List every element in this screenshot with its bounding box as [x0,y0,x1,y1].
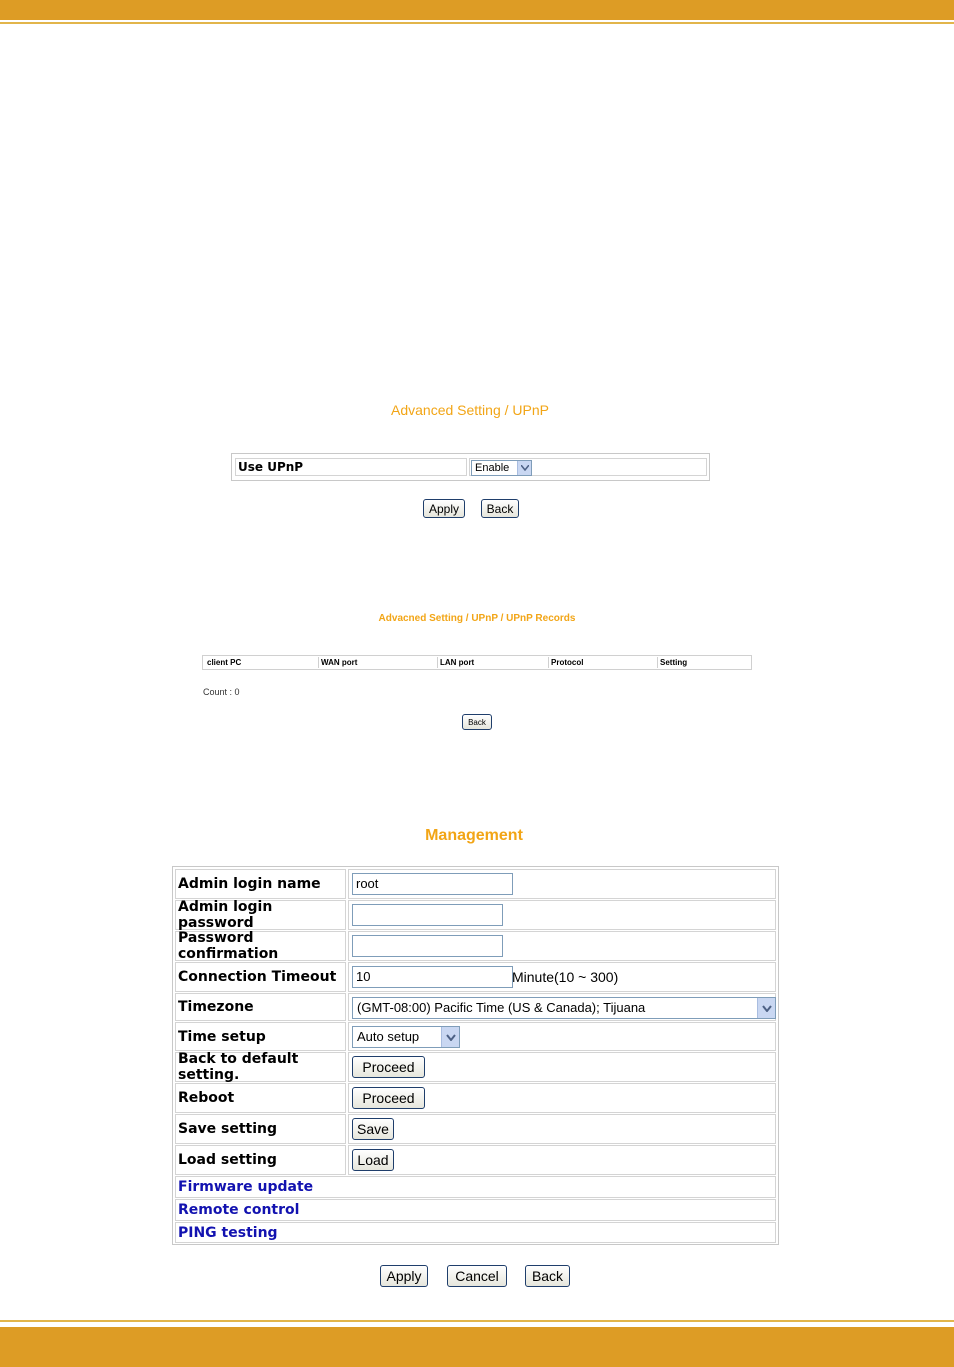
save-setting-label: Save setting [175,1114,346,1144]
row-firmware-update [175,1176,776,1198]
management-cancel-button[interactable]: Cancel [447,1265,507,1287]
bottom-banner-line [0,1320,954,1322]
column-client-pc: client PC [205,657,319,668]
row-connection-timeout [175,962,776,992]
row-admin-login-name [175,869,776,899]
time-setup-select-value: Auto setup [357,1029,420,1044]
column-wan-port: WAN port [319,657,438,668]
records-title: Advacned Setting / UPnP / UPnP Records [378,613,576,624]
chevron-down-icon [441,1027,459,1047]
load-setting-button[interactable]: Load [352,1149,394,1171]
timezone-label: Timezone [175,993,346,1021]
row-ping-testing [175,1222,776,1243]
top-banner-line [0,22,954,24]
password-confirmation-cell [348,931,776,961]
connection-timeout-label: Connection Timeout [175,962,346,992]
back-to-default-label: Back to default setting. [175,1052,346,1082]
column-lan-port: LAN port [438,657,549,668]
time-setup-select[interactable] [352,1026,460,1048]
time-setup-label: Time setup [175,1022,346,1051]
management-table [172,866,779,1245]
chevron-down-icon [757,998,775,1018]
top-banner [0,0,954,20]
upnp-back-button[interactable]: Back [481,499,519,518]
use-upnp-cell [469,458,707,476]
back-to-default-proceed-button[interactable]: Proceed [352,1056,425,1078]
password-confirmation-label: Password confirmation [175,931,346,961]
admin-login-name-label: Admin login name [175,869,346,899]
firmware-update-link[interactable]: Firmware update [175,1176,776,1198]
timezone-select-value: (GMT-08:00) Pacific Time (US & Canada); Tijuana [357,1000,646,1015]
connection-timeout-cell [348,962,776,992]
admin-login-name-input[interactable]: root [352,873,513,895]
management-apply-button[interactable]: Apply [380,1265,428,1287]
upnp-apply-button[interactable]: Apply [423,499,465,518]
records-table-header [202,655,752,670]
admin-login-password-cell [348,900,776,930]
use-upnp-select[interactable] [471,460,532,476]
load-setting-label: Load setting [175,1145,346,1175]
time-setup-cell [348,1022,776,1051]
row-remote-control [175,1199,776,1221]
column-protocol: Protocol [549,657,658,668]
admin-login-name-cell [348,869,776,899]
reboot-label: Reboot [175,1083,346,1113]
row-load-setting [175,1145,776,1175]
row-reboot [175,1083,776,1113]
chevron-down-icon [517,461,531,475]
remote-control-link[interactable]: Remote control [175,1199,776,1221]
admin-login-password-label: Admin login password [175,900,346,930]
management-title: Management [425,827,523,844]
timezone-cell [348,993,776,1021]
use-upnp-label: Use UPnP [235,458,467,476]
row-back-to-default [175,1052,776,1082]
row-time-setup [175,1022,776,1051]
connection-timeout-input[interactable]: 10 [352,966,513,988]
upnp-title: Advanced Setting / UPnP [391,402,549,418]
save-setting-button[interactable]: Save [352,1118,394,1140]
timezone-select[interactable] [352,997,776,1019]
reboot-cell [348,1083,776,1113]
row-admin-login-password [175,900,776,930]
column-setting: Setting [660,658,688,667]
bottom-banner [0,1327,954,1367]
use-upnp-select-value: Enable [475,462,510,474]
connection-timeout-hint: Minute(10 ~ 300) [512,969,619,985]
save-setting-cell [348,1114,776,1144]
password-confirmation-input[interactable] [352,935,503,957]
row-save-setting [175,1114,776,1144]
reboot-proceed-button[interactable]: Proceed [352,1087,425,1109]
records-back-button[interactable]: Back [462,714,492,730]
back-to-default-cell [348,1052,776,1082]
row-timezone [175,993,776,1021]
management-back-button[interactable]: Back [525,1265,570,1287]
ping-testing-link[interactable]: PING testing [175,1222,776,1243]
load-setting-cell [348,1145,776,1175]
row-password-confirmation [175,931,776,961]
admin-login-password-input[interactable] [352,904,503,926]
upnp-table [231,453,710,481]
records-count: Count : 0 [203,687,240,697]
